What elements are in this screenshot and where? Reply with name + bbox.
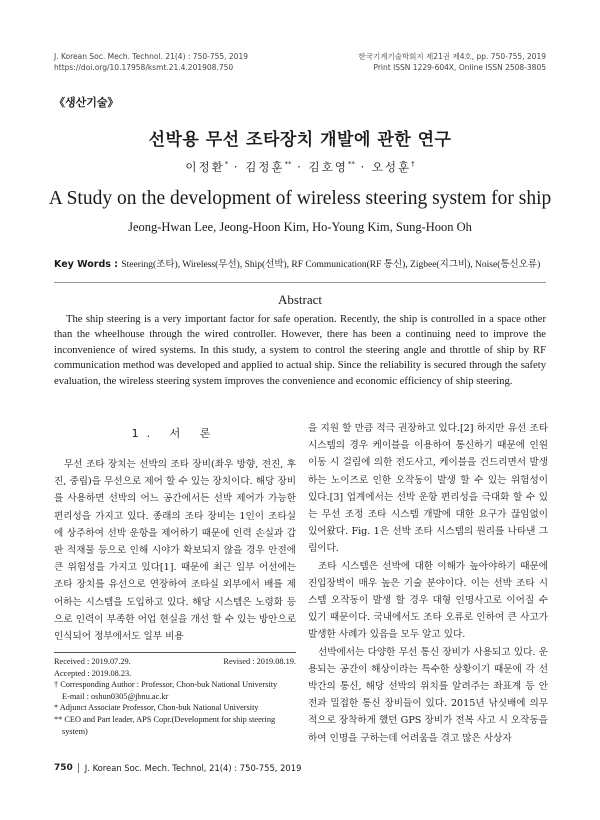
page-number: 750 <box>54 763 73 773</box>
footer-journal: J. Korean Soc. Mech. Technol, 21(4) : 750-755, 2019 <box>84 763 302 773</box>
corresponding-author: † Corresponding Author : Professor, Chon-buk National University <box>54 680 278 690</box>
english-title: A Study on the development of wireless steering system for ship <box>48 188 552 209</box>
keywords-label: Key Words : <box>54 259 122 270</box>
adjunct-affiliation: * Adjunct Associate Professor, Chon-buk National University <box>54 703 259 713</box>
author-name: 이정환 <box>185 160 225 174</box>
issn-info: Print ISSN 1229-604X, Online ISSN 2508-3805 <box>373 63 546 72</box>
footer-separator <box>78 763 79 773</box>
section-heading-introduction: 1. 서 론 <box>131 427 219 440</box>
footnote-divider <box>54 652 296 653</box>
body-paragraph: 조타 시스템은 선박에 대한 이해가 높아야하기 때문에 진입장벽이 매우 높은 기술 분야이다. 이는 선박 조타 시스템 오작동이 발생 할 경우 대형 인명사고로 이어질 수 있기 때문이다. 국내에서도 조타 오류로 인하여 큰 사고가 발생한 사례가 있음을 모두 알고 있다. <box>308 560 548 641</box>
keywords <box>54 258 546 272</box>
accepted-date: Accepted : 2019.08.23. <box>54 668 132 678</box>
footnotes <box>54 656 296 737</box>
author-mark: * <box>224 160 229 169</box>
author-mark: ** <box>347 160 355 169</box>
received-date: Received : 2019.07.29. <box>54 657 131 666</box>
journal-citation: J. Korean Soc. Mech. Technol. 21(4) : 750-755, 2019 <box>54 52 248 61</box>
korean-authors: 이정환* · 김정훈** · 김호영** · 오성훈† <box>185 160 415 174</box>
page-footer <box>54 763 301 773</box>
abstract-heading: Abstract <box>277 292 323 307</box>
english-authors: Jeong-Hwan Lee, Jeong-Hoon Kim, Ho-Young Kim, Sung-Hoon Oh <box>128 220 472 234</box>
section-tag: 《생산기술》 <box>54 96 119 109</box>
author-name: 김호영 <box>308 160 348 174</box>
body-paragraph: 무선 조타 장치는 선박의 조타 장비(좌우 방향, 전진, 후진, 중립)을 무선으로 제어 할 수 있는 장치이다. 해당 장비를 사용하면 선박의 어느 공간에서든 선박 제어가 가능한 편리성을 가지고 있다. 종래의 조타 장비는 1인이 조타실에 상주하여 선박 운항을 제어하기 때문에 인력 손실과 갑판 적재물 등으로 인해 시야가 확보되지 않을 경우 안전에 큰 위험성을 가지고 있다[1]. 때문에 최근 일부 어선에는 조타 장치를 유선으로 연장하여 조타실 외부에서 배를 제어하는 시스템을 도입하고 있다. 해당 시스템은 노령화 등으로 인력이 부족한 어업 현실을 개선 할 수 있는 방안으로 인식되어 정부에서도 일부 비용 <box>54 459 296 643</box>
keywords-text: Steering(조타), Wireless(무선), Ship(선박), RF Communication(RF 통신), Zigbee(지그비), Noise(통신오류) <box>121 260 541 270</box>
journal-citation-korean: 한국기계기술학회지 제21권 제4호, pp. 750-755, 2019 <box>358 52 546 61</box>
right-column <box>308 420 548 747</box>
korean-title: 선박용 무선 조타장치 개발에 관한 연구 <box>148 130 452 150</box>
author-name: 오성훈 <box>371 160 412 174</box>
abstract-body: The ship steering is a very important factor for safe operation. Recently, the ship is controlled in a space other than the wheelhouse through the wired controller. However, there has been a continuing need to improve the inconvenience of wired systems. In this study, a system to control the steering angle and throttle of ship by RF communication method was developed and applied to actual ship. Since the reliability is secured through the safety evaluation, the wireless steering system improves the convenience and economic efficiency of ship steering. <box>54 314 546 387</box>
ceo-affiliation-cont: system) <box>62 726 88 736</box>
body-paragraph: 을 지원 할 만큼 적극 권장하고 있다.[2] 하지만 유선 조타 시스템의 경우 케이블을 이용하여 통신하기 때문에 인원 이동 시 걸림에 의한 전도사고, 케이블을 건드리면서 발생하는 노이즈로 인한 오작동이 발생 할 수 있는 위험성이 있다.[3] 업계에서는 선박 운항 편리성을 극대화 할 수 있는 무선 조정 조타 시스템 개발에 대한 요구가 끊임없이 있어왔다. Fig. 1은 선박 조타 시스템의 원리를 나타낸 그림이다. <box>308 423 548 555</box>
author-name: 김정훈 <box>245 160 285 174</box>
revised-date: Revised : 2019.08.19. <box>223 657 296 666</box>
left-column <box>54 456 296 645</box>
email[interactable]: E-mail : oshun0305@jbnu.ac.kr <box>62 691 169 701</box>
author-mark: ** <box>284 160 292 169</box>
divider <box>54 282 546 283</box>
doi-link[interactable]: https://doi.org/10.17958/ksmt.21.4.201908.750 <box>54 63 234 72</box>
running-header <box>54 51 546 73</box>
ceo-affiliation: ** CEO and Part leader, APS Copr.(Development for ship steering <box>54 714 276 724</box>
author-mark: † <box>411 160 415 169</box>
body-paragraph: 선박에서는 다양한 무선 통신 장비가 사용되고 있다. 운용되는 공간이 해상이라는 특수한 상황이기 때문에 각 선박간의 통신, 해당 선박의 위치를 알려주는 좌표계 등 안전과 밀접한 통신 장비들이 있다. 2015년 낚싯배에 의무적으로 장착하게 했던 GPS 장비가 전복 사고 시 오작동을 하여 인명을 구하는데 어려움을 겪고 많은 사상자 <box>308 646 548 744</box>
